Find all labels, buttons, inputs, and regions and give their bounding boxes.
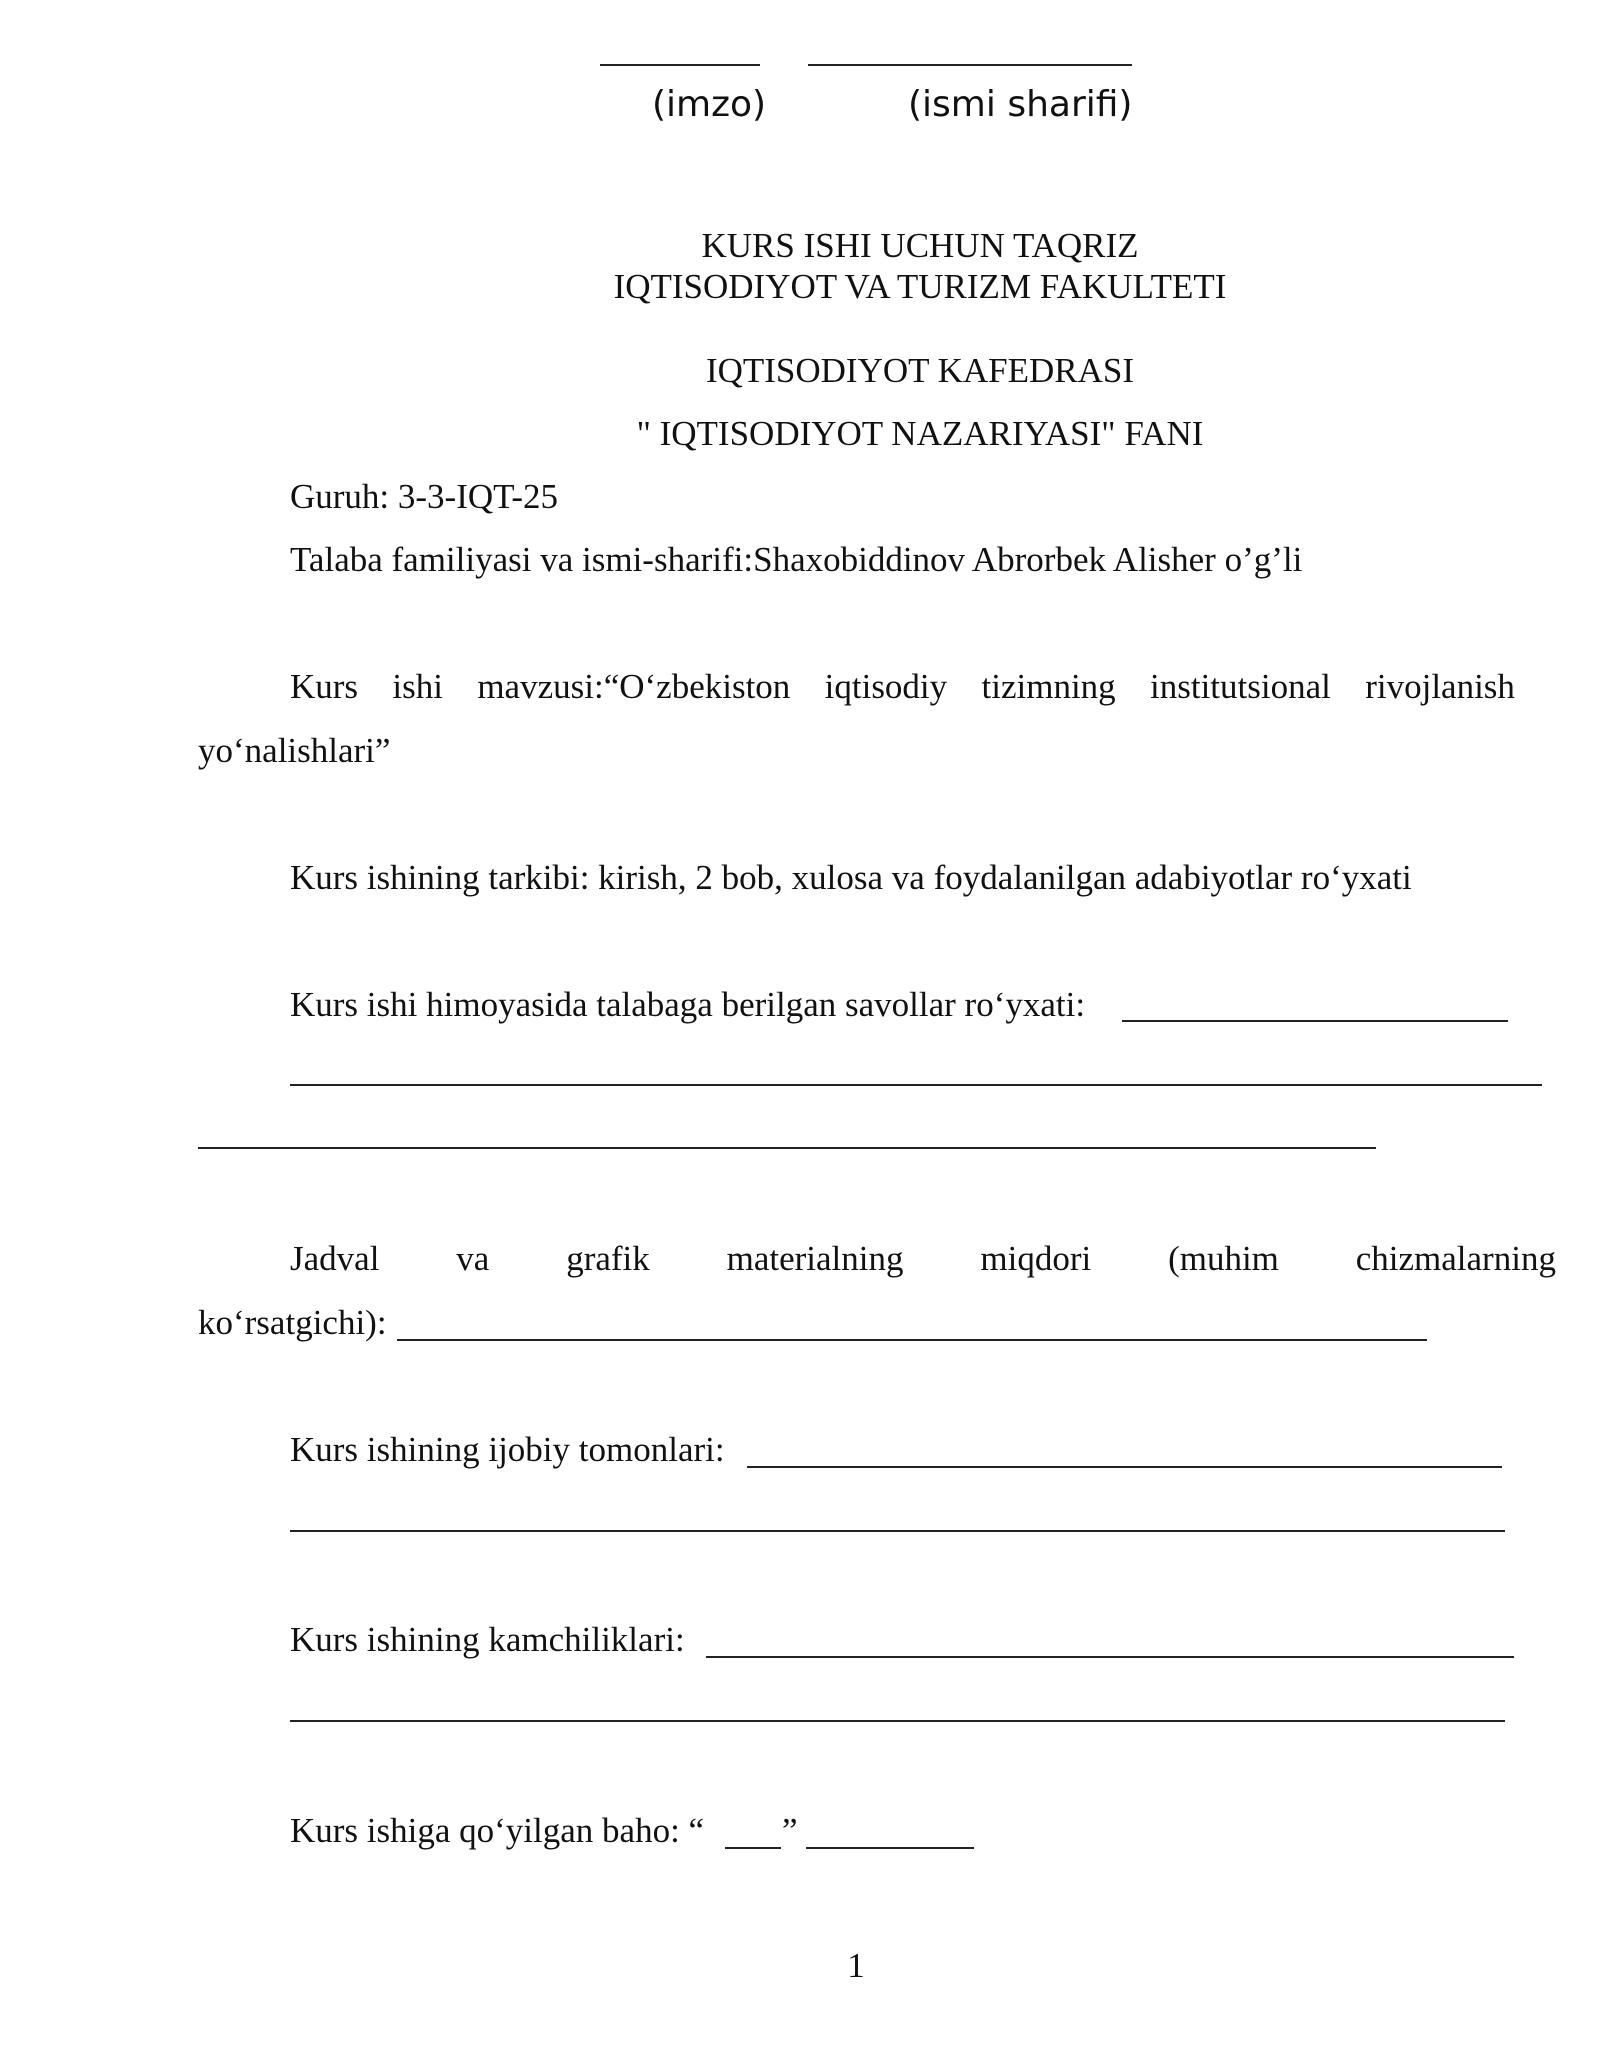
tables-word: grafik [566, 1239, 650, 1278]
topic-word: mavzusi:“O‘zbekiston [477, 667, 791, 706]
positives-label: Kurs ishining ijobiy tomonlari: [290, 1430, 725, 1469]
questions-label: Kurs ishi himoyasida talabaga berilgan savollar ro‘yxati: [290, 985, 1086, 1024]
subject-name: " IQTISODIYOT NAZARIYASI" FANI [636, 414, 1204, 453]
student-field: Talaba familiyasi va ismi-sharifi:Shaxobiddinov Abrorbek Alisher o’g’li [290, 540, 1303, 579]
positives-answer-line [747, 1466, 1502, 1468]
review-title: KURS ISHI UCHUN TAQRIZ [701, 226, 1139, 265]
shortcomings-label: Kurs ishining kamchiliklari: [290, 1620, 685, 1659]
positives-answer-line [290, 1530, 1505, 1532]
tables-field-line2: ko‘rsatgichi): [198, 1303, 387, 1342]
tables-word: chizmalarning [1355, 1239, 1556, 1278]
topic-word: institutsional [1150, 667, 1331, 706]
tables-answer-line [397, 1339, 1427, 1341]
grade-words-line [806, 1847, 974, 1849]
faculty-name: IQTISODIYOT VA TURIZM FAKULTETI [613, 267, 1227, 306]
structure-field: Kurs ishining tarkibi: kirish, 2 bob, xulosa va foydalanilgan adabiyotlar ro‘yxati [290, 858, 1412, 897]
topic-word: tizimning [981, 667, 1116, 706]
questions-answer-line [1122, 1020, 1508, 1022]
department-name: IQTISODIYOT KAFEDRASI [705, 351, 1135, 390]
questions-answer-line [290, 1084, 1542, 1086]
topic-word: iqtisodiy [824, 667, 948, 706]
shortcomings-answer-line [290, 1720, 1505, 1722]
grade-close-quote: ” [782, 1811, 798, 1850]
topic-word: rivojlanish [1365, 667, 1515, 706]
group-field: Guruh: 3-3-IQT-25 [290, 477, 558, 516]
tables-word: materialning [726, 1239, 904, 1278]
topic-word: ishi [392, 667, 443, 706]
tables-word: va [456, 1239, 490, 1278]
name-caption: (ismi sharifi) [908, 84, 1133, 125]
grade-label: Kurs ishiga qo‘yilgan baho: “ [290, 1811, 705, 1850]
name-line [808, 64, 1132, 66]
tables-word: miqdori [980, 1239, 1092, 1278]
questions-answer-line [198, 1147, 1376, 1149]
shortcomings-answer-line [706, 1656, 1514, 1658]
signature-caption: (imzo) [652, 84, 767, 125]
tables-word: Jadval [290, 1239, 380, 1278]
signature-line [600, 64, 760, 66]
tables-word: (muhim [1168, 1239, 1279, 1278]
topic-field [290, 669, 1515, 704]
topic-word: Kurs [290, 667, 359, 706]
topic-field-line2: yo‘nalishlari” [198, 731, 391, 770]
page-number: 1 [847, 1946, 865, 1985]
tables-field [290, 1241, 1556, 1276]
grade-value-line [725, 1847, 781, 1849]
